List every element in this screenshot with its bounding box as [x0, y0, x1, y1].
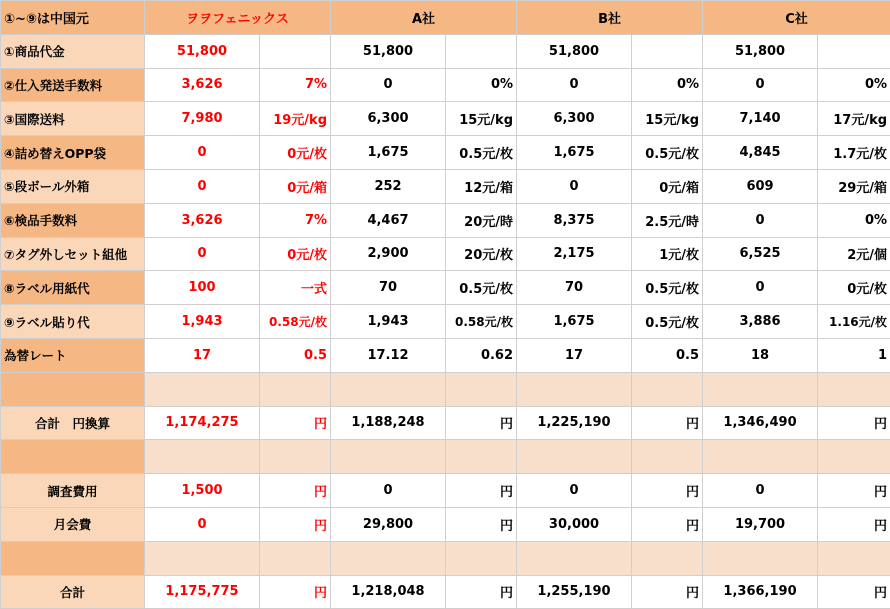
unit-rate: 0.5元/枚 [446, 136, 517, 170]
unit-rate: 0元/枚 [260, 136, 331, 170]
unit-rate: 1.7元/枚 [818, 136, 890, 170]
unit-rate: 0.5元/枚 [446, 271, 517, 305]
row-label: ④詰め替えOPP袋 [1, 136, 145, 170]
spacer-cell [446, 541, 517, 575]
cost-value: 0 [331, 68, 446, 102]
cost-value: 51,800 [517, 34, 632, 68]
spacer-cell [632, 372, 703, 406]
cost-row [1, 338, 890, 372]
unit-rate: 2元/個 [818, 237, 890, 271]
unit-rate: 0元/枚 [818, 271, 890, 305]
total-row-value: 1,175,775 [145, 575, 260, 609]
unit-rate: 0.5元/枚 [632, 271, 703, 305]
monthly-fee-row-label: 月会費 [1, 507, 145, 541]
unit-rate [818, 34, 890, 68]
subtotal-row-value: 1,225,190 [517, 406, 632, 440]
subtotal-row-value: 1,188,248 [331, 406, 446, 440]
total-row-value: 1,255,190 [517, 575, 632, 609]
table-body [1, 1, 890, 609]
unit-rate: 0.58元/枚 [446, 305, 517, 339]
subtotal-row-value: 1,174,275 [145, 406, 260, 440]
research-fee-row [1, 474, 890, 508]
unit-rate: 0% [446, 68, 517, 102]
research-fee-row-value: 0 [517, 474, 632, 508]
unit-rate: 15元/kg [446, 102, 517, 136]
yen-unit: 円 [260, 507, 331, 541]
cost-value: 70 [517, 271, 632, 305]
row-label: ⑤段ボール外箱 [1, 169, 145, 203]
unit-rate: 0% [632, 68, 703, 102]
unit-rate: 19元/kg [260, 102, 331, 136]
spacer-cell [446, 440, 517, 474]
yen-unit: 円 [446, 474, 517, 508]
cost-row [1, 136, 890, 170]
spacer-cell [703, 541, 818, 575]
cost-value: 1,943 [145, 305, 260, 339]
cost-value: 6,300 [517, 102, 632, 136]
yen-unit: 円 [260, 474, 331, 508]
spacer-row [1, 541, 890, 575]
cost-value: 0 [145, 136, 260, 170]
row-label: 為替レート [1, 338, 145, 372]
unit-rate: 0.5元/枚 [632, 136, 703, 170]
cost-value: 2,175 [517, 237, 632, 271]
monthly-fee-row-value: 29,800 [331, 507, 446, 541]
spacer-cell [818, 372, 890, 406]
row-label: ⑧ラベル用紙代 [1, 271, 145, 305]
cost-value: 8,375 [517, 203, 632, 237]
spacer-cell [145, 541, 260, 575]
spacer-cell [517, 541, 632, 575]
company-header-self: ヲヲフェニックス [145, 1, 331, 35]
unit-rate [632, 34, 703, 68]
cost-value: 1,675 [517, 305, 632, 339]
spacer-cell [446, 372, 517, 406]
cost-value: 7,140 [703, 102, 818, 136]
cost-value: 51,800 [331, 34, 446, 68]
cost-value: 17 [517, 338, 632, 372]
company-header-a: A社 [331, 1, 517, 35]
spacer-cell [632, 440, 703, 474]
subtotal-row-label: 合計 円換算 [1, 406, 145, 440]
cost-value: 3,626 [145, 203, 260, 237]
cost-row [1, 34, 890, 68]
company-header-b: B社 [517, 1, 703, 35]
subtotal-row [1, 406, 890, 440]
cost-value: 1,675 [517, 136, 632, 170]
spacer-cell [145, 440, 260, 474]
yen-unit: 円 [446, 406, 517, 440]
cost-row [1, 102, 890, 136]
monthly-fee-row-value: 0 [145, 507, 260, 541]
cost-row [1, 271, 890, 305]
total-row-value: 1,366,190 [703, 575, 818, 609]
research-fee-row-label: 調査費用 [1, 474, 145, 508]
row-label: ②仕入発送手数料 [1, 68, 145, 102]
cost-row [1, 68, 890, 102]
cost-value: 1,675 [331, 136, 446, 170]
unit-rate: 1 [818, 338, 890, 372]
subtotal-row-value: 1,346,490 [703, 406, 818, 440]
spacer-cell [517, 440, 632, 474]
company-header-c: C社 [703, 1, 890, 35]
spacer-cell [331, 372, 446, 406]
unit-rate: 2.5元/時 [632, 203, 703, 237]
spacer-cell [260, 541, 331, 575]
spacer-cell [818, 440, 890, 474]
cost-value: 6,525 [703, 237, 818, 271]
cost-value: 17.12 [331, 338, 446, 372]
yen-unit: 円 [446, 575, 517, 609]
yen-unit: 円 [446, 507, 517, 541]
unit-rate: 0.5元/枚 [632, 305, 703, 339]
cost-value: 0 [145, 237, 260, 271]
unit-rate: 0% [818, 203, 890, 237]
spacer-cell [331, 541, 446, 575]
unit-rate: 一式 [260, 271, 331, 305]
unit-rate: 0元/箱 [260, 169, 331, 203]
unit-rate: 20元/時 [446, 203, 517, 237]
cost-value: 70 [331, 271, 446, 305]
unit-rate: 0元/枚 [260, 237, 331, 271]
corner-note: ①~⑨は中国元 [1, 1, 145, 35]
yen-unit: 円 [818, 406, 890, 440]
spacer-cell [145, 372, 260, 406]
cost-value: 17 [145, 338, 260, 372]
unit-rate: 7% [260, 68, 331, 102]
yen-unit: 円 [632, 406, 703, 440]
unit-rate: 0元/箱 [632, 169, 703, 203]
monthly-fee-row [1, 507, 890, 541]
cost-value: 0 [145, 169, 260, 203]
cost-value: 1,943 [331, 305, 446, 339]
yen-unit: 円 [632, 474, 703, 508]
cost-value: 0 [703, 271, 818, 305]
research-fee-row-value: 0 [703, 474, 818, 508]
header-row [1, 1, 890, 35]
spacer-cell [632, 541, 703, 575]
cost-row [1, 203, 890, 237]
cost-row [1, 169, 890, 203]
cost-value: 4,467 [331, 203, 446, 237]
cost-value: 0 [703, 203, 818, 237]
unit-rate: 15元/kg [632, 102, 703, 136]
unit-rate [446, 34, 517, 68]
row-label: ⑥検品手数料 [1, 203, 145, 237]
total-row [1, 575, 890, 609]
cost-value: 0 [517, 68, 632, 102]
unit-rate: 1元/枚 [632, 237, 703, 271]
unit-rate: 0.5 [632, 338, 703, 372]
cost-row [1, 237, 890, 271]
unit-rate: 0% [818, 68, 890, 102]
cost-value: 51,800 [703, 34, 818, 68]
total-row-value: 1,218,048 [331, 575, 446, 609]
cost-value: 2,900 [331, 237, 446, 271]
unit-rate: 0.58元/枚 [260, 305, 331, 339]
spacer-cell [517, 372, 632, 406]
unit-rate: 12元/箱 [446, 169, 517, 203]
spacer-label [1, 372, 145, 406]
spacer-cell [260, 372, 331, 406]
unit-rate: 7% [260, 203, 331, 237]
yen-unit: 円 [632, 575, 703, 609]
spacer-cell [260, 440, 331, 474]
research-fee-row-value: 0 [331, 474, 446, 508]
yen-unit: 円 [818, 507, 890, 541]
row-label: ③国際送料 [1, 102, 145, 136]
yen-unit: 円 [260, 406, 331, 440]
spacer-cell [818, 541, 890, 575]
cost-value: 3,626 [145, 68, 260, 102]
spacer-label [1, 440, 145, 474]
cost-value: 6,300 [331, 102, 446, 136]
cost-value: 100 [145, 271, 260, 305]
cost-value: 252 [331, 169, 446, 203]
cost-value: 18 [703, 338, 818, 372]
unit-rate: 1.16元/枚 [818, 305, 890, 339]
unit-rate: 17元/kg [818, 102, 890, 136]
yen-unit: 円 [260, 575, 331, 609]
cost-value: 3,886 [703, 305, 818, 339]
cost-value: 0 [517, 169, 632, 203]
cost-row [1, 305, 890, 339]
row-label: ⑦タグ外しセット組他 [1, 237, 145, 271]
spacer-row [1, 372, 890, 406]
total-row-label: 合計 [1, 575, 145, 609]
yen-unit: 円 [818, 474, 890, 508]
unit-rate [260, 34, 331, 68]
yen-unit: 円 [818, 575, 890, 609]
spacer-cell [703, 372, 818, 406]
row-label: ①商品代金 [1, 34, 145, 68]
cost-value: 4,845 [703, 136, 818, 170]
unit-rate: 20元/枚 [446, 237, 517, 271]
cost-value: 51,800 [145, 34, 260, 68]
unit-rate: 29元/箱 [818, 169, 890, 203]
monthly-fee-row-value: 19,700 [703, 507, 818, 541]
cost-value: 0 [703, 68, 818, 102]
cost-value: 609 [703, 169, 818, 203]
unit-rate: 0.5 [260, 338, 331, 372]
spacer-row [1, 440, 890, 474]
spacer-label [1, 541, 145, 575]
unit-rate: 0.62 [446, 338, 517, 372]
monthly-fee-row-value: 30,000 [517, 507, 632, 541]
row-label: ⑨ラベル貼り代 [1, 305, 145, 339]
research-fee-row-value: 1,500 [145, 474, 260, 508]
cost-value: 7,980 [145, 102, 260, 136]
spacer-cell [703, 440, 818, 474]
spacer-cell [331, 440, 446, 474]
yen-unit: 円 [632, 507, 703, 541]
